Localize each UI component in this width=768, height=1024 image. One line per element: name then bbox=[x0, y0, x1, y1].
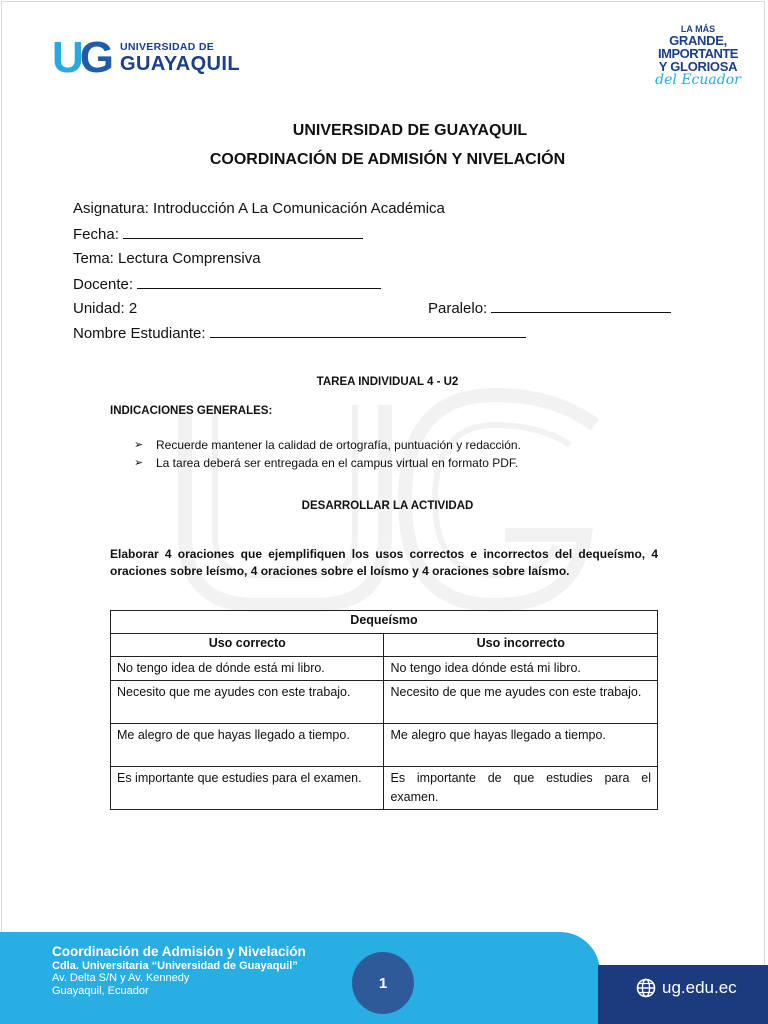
assignment-title: TAREA INDIVIDUAL 4 - U2 bbox=[316, 376, 459, 388]
footer-line-1: Coordinación de Admisión y Nivelación bbox=[52, 944, 306, 959]
nombre-blank-line bbox=[210, 325, 526, 338]
slogan-line: IMPORTANTE bbox=[658, 46, 738, 61]
cell-incorrect: Me alegro que hayas llegado a tiempo. bbox=[384, 724, 658, 767]
bullet-text: Recuerde mantener la calidad de ortografía, puntuación y redacción. bbox=[156, 438, 521, 452]
globe-icon bbox=[636, 978, 656, 998]
website-text: ug.edu.ec bbox=[662, 978, 737, 997]
table-row bbox=[111, 681, 658, 724]
footer-address bbox=[52, 944, 306, 997]
column-header-correct: Uso correcto bbox=[111, 634, 384, 657]
university-title: UNIVERSIDAD DE GUAYAQUIL bbox=[292, 122, 528, 139]
ug-logo-mark: UG bbox=[52, 33, 111, 82]
unidad-field: Unidad: 2 bbox=[73, 300, 138, 317]
website-link[interactable] bbox=[636, 978, 737, 998]
logo-line-2: GUAYAQUIL bbox=[120, 52, 240, 75]
docente-blank-line bbox=[137, 276, 381, 289]
slogan-line: GRANDE, bbox=[669, 33, 727, 48]
footer-line-2: Cdla. Universitaria “Universidad de Guayaquil” bbox=[52, 959, 298, 972]
docente-field bbox=[73, 276, 381, 293]
docente-label: Docente: bbox=[73, 276, 134, 293]
tema-field: Tema: Lectura Comprensiva bbox=[73, 250, 261, 267]
column-header-incorrect: Uso incorrecto bbox=[384, 634, 658, 657]
university-logo bbox=[52, 33, 240, 82]
table-row bbox=[111, 767, 658, 810]
list-item bbox=[134, 454, 521, 472]
table-title: Dequeísmo bbox=[111, 611, 658, 634]
asignatura-field: Asignatura: Introducción A La Comunicación Académica bbox=[73, 200, 445, 217]
arrow-bullet-icon: ➢ bbox=[134, 457, 144, 469]
fecha-blank-line bbox=[123, 226, 363, 239]
cell-correct: Necesito que me ayudes con este trabajo. bbox=[111, 681, 384, 724]
cell-incorrect: No tengo idea dónde está mi libro. bbox=[384, 657, 658, 681]
slogan-line: Y GLORIOSA bbox=[658, 59, 738, 74]
activity-heading: DESARROLLAR LA ACTIVIDAD bbox=[301, 500, 474, 512]
paralelo-blank-line bbox=[491, 300, 671, 313]
indications-heading: INDICACIONES GENERALES: bbox=[110, 405, 273, 417]
dequeismo-table bbox=[110, 610, 658, 810]
logo-line-1: UNIVERSIDAD DE bbox=[120, 41, 215, 54]
nombre-label: Nombre Estudiante: bbox=[73, 325, 206, 342]
slogan-line: LA MÁS bbox=[680, 24, 716, 34]
slogan-line: del Ecuador bbox=[655, 72, 741, 88]
coordination-title: COORDINACIÓN DE ADMISIÓN Y NIVELACIÓN bbox=[209, 151, 566, 168]
table-row bbox=[111, 724, 658, 767]
activity-instructions: Elaborar 4 oraciones que ejemplifiquen los usos correctos e incorrectos del dequeísmo, 4 oraciones sobre leísmo, 4 oraciones sobre el loísmo y 4 oraciones sobre laísmo. bbox=[110, 547, 658, 578]
footer-line-4: Guayaquil, Ecuador bbox=[52, 984, 149, 997]
page-number: 1 bbox=[352, 952, 414, 1014]
paralelo-field bbox=[428, 300, 671, 317]
cell-correct: No tengo idea de dónde está mi libro. bbox=[111, 657, 384, 681]
list-item bbox=[134, 436, 521, 454]
cell-correct: Me alegro de que hayas llegado a tiempo. bbox=[111, 724, 384, 767]
fecha-field bbox=[73, 226, 363, 243]
cell-incorrect: Necesito de que me ayudes con este trabajo. bbox=[384, 681, 658, 724]
bullet-text: La tarea deberá ser entregada en el campus virtual en formato PDF. bbox=[156, 456, 519, 470]
arrow-bullet-icon: ➢ bbox=[134, 439, 144, 451]
cell-incorrect: Es importante de que estudies para el examen. bbox=[384, 767, 658, 810]
fecha-label: Fecha: bbox=[73, 226, 119, 243]
logo-text bbox=[120, 42, 240, 74]
slogan-badge bbox=[652, 25, 744, 87]
table-row bbox=[111, 657, 658, 681]
paralelo-label: Paralelo: bbox=[428, 300, 488, 317]
footer-line-3: Av. Delta S/N y Av. Kennedy bbox=[52, 972, 190, 985]
indications-list bbox=[134, 436, 521, 472]
nombre-estudiante-field bbox=[73, 325, 526, 342]
cell-correct: Es importante que estudies para el examen. bbox=[111, 767, 384, 810]
